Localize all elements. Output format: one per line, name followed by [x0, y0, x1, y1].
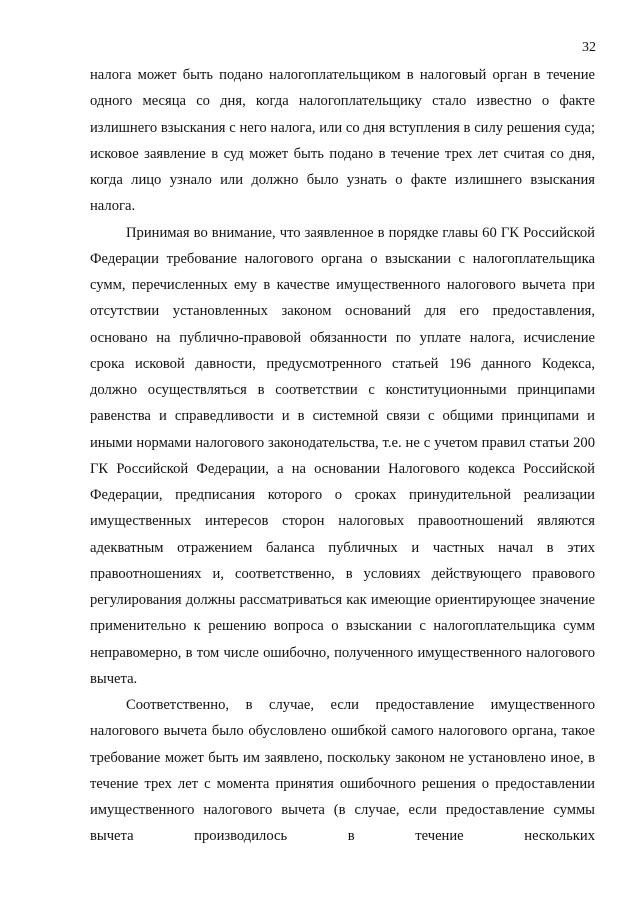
document-body: [90, 62, 595, 850]
paragraph-tax-authority-claim: Принимая во внимание, что заявленное в порядке главы 60 ГК Российской Федерации требование налогового органа о взыскании с налогоплательщика сумм, перечисленных ему в качестве имущественного налогового вычета при отсутствии установленных законом оснований для его предоставления, основано на публично-правовой обязанности по уплате налога, исчисление срока исковой давности, предусмотренного статьей 196 данного Кодекса, должно осуществляться в соответствии с конституционными принципами равенства и справедливости и в системной связи с общими принципами и иными нормами налогового законодательства, т.е. не с учетом правил статьи 200 ГК Российской Федерации, а на основании Налогового кодекса Российской Федерации, предписания которого о сроках принудительной реализации имущественных интересов сторон налоговых правоотношений являются адекватным отражением баланса публичных и частных начал в этих правоотношениях и, соответственно, в условиях действующего правового регулирования должны рассматриваться как имеющие ориентирующее значение применительно к решению вопроса о взыскании с налогоплательщика сумм неправомерно, в том числе ошибочно, полученного имущественного налогового вычета.: [90, 224, 595, 687]
paragraph-accordingly: Соответственно, в случае, если предоставление имущественного налогового вычета было обусловлено ошибкой самого налогового органа, такое требование может быть им заявлено, поскольку законом не установлено иное, в течение трех лет с момента принятия ошибочного решения о предоставлении имущественного налогового вычета (в случае, если предоставление суммы вычета производилось в течение нескольких: [90, 697, 595, 845]
paragraph-continuation: налога может быть подано налогоплательщиком в налоговый орган в течение одного месяца со дня, когда налогоплательщику стало известно о факте излишнего взыскания с него налога, или со дня вступления в силу решения суда; исковое заявление в суд может быть подано в течение трех лет считая со дня, когда лицо узнало или должно было узнать о факте излишнего взыскания налога.: [90, 67, 595, 215]
page-number: 32: [582, 40, 596, 55]
